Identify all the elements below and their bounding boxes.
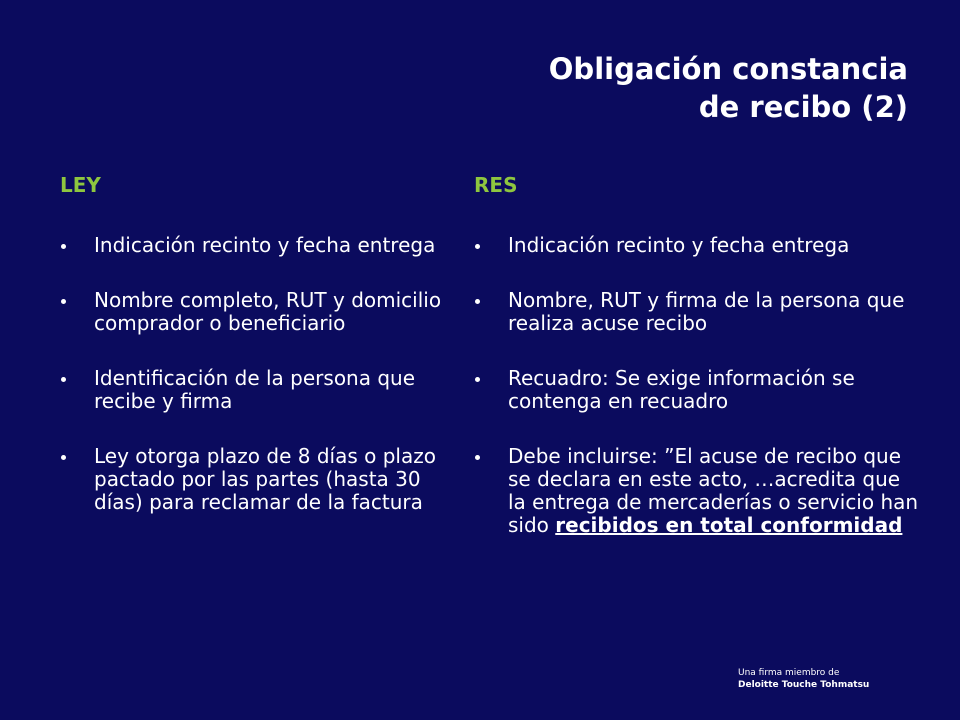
ley-bullet-list xyxy=(60,234,455,514)
res-bullet-item: Recuadro: Se exige información se contenga en recuadro xyxy=(474,367,924,413)
res-bullet-item-last xyxy=(474,445,924,537)
res-bullet-item: Indicación recinto y fecha entrega xyxy=(474,234,924,257)
ley-bullet-item: Nombre completo, RUT y domicilio comprador o beneficiario xyxy=(60,289,455,335)
res-column xyxy=(474,172,924,569)
ley-column-header: LEY xyxy=(60,173,101,197)
res-bullet-list xyxy=(474,234,924,537)
footer-firm-name: Deloitte Touche Tohmatsu xyxy=(738,680,870,690)
ley-bullet-item: Ley otorga plazo de 8 días o plazo pactado por las partes (hasta 30 días) para reclamar de la factura xyxy=(60,445,455,514)
res-column-header: RES xyxy=(474,173,518,197)
ley-column xyxy=(60,172,455,546)
footer-credit xyxy=(738,667,869,691)
res-bullet-emphasis: recibidos en total conformidad xyxy=(555,513,903,537)
slide-title-line-2: de recibo (2) xyxy=(698,90,908,124)
ley-bullet-item: Indicación recinto y fecha entrega xyxy=(60,234,455,257)
slide-title xyxy=(348,50,908,126)
res-bullet-text: Debe incluirse: ”El acuse de recibo que se declara en este acto, …acredita que la entrega de mercaderías o servicio han sido xyxy=(508,444,919,537)
slide-title-line-1: Obligación constancia xyxy=(548,52,908,86)
ley-bullet-item: Identificación de la persona que recibe y firma xyxy=(60,367,455,413)
footer-line-1: Una firma miembro de xyxy=(738,668,840,678)
res-bullet-item: Nombre, RUT y firma de la persona que realiza acuse recibo xyxy=(474,289,924,335)
